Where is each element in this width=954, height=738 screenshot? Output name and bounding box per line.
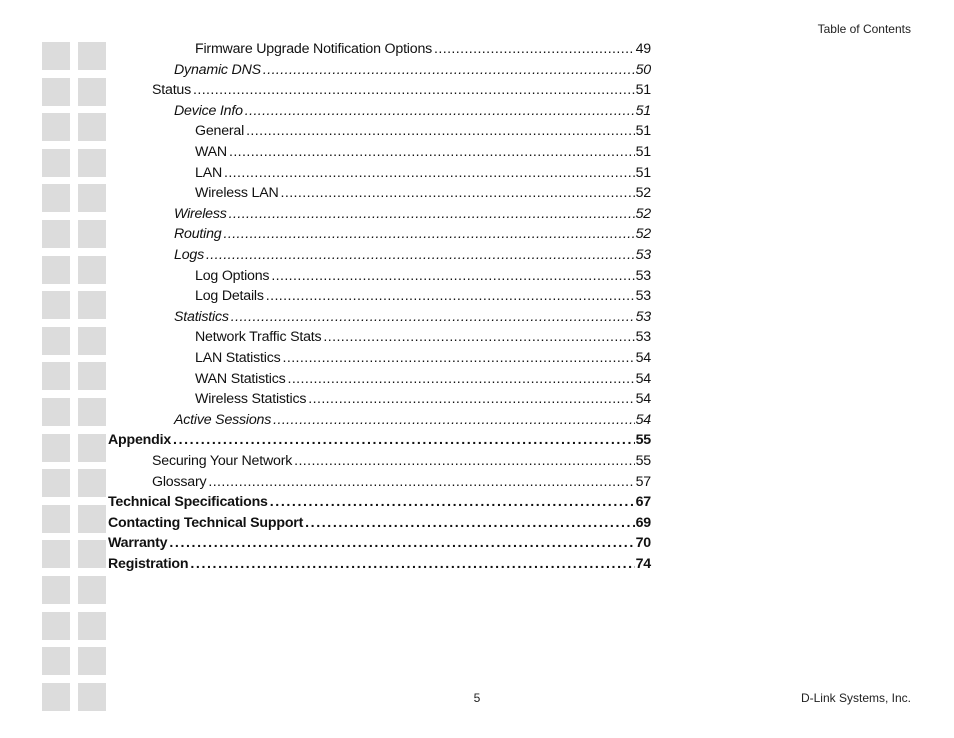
toc-dot-leader: [246, 121, 635, 141]
toc-dot-leader: [323, 327, 634, 347]
decor-square: [42, 612, 70, 640]
toc-entry[interactable]: [195, 183, 651, 203]
toc-entry-label: Routing: [174, 226, 222, 243]
toc-entry-label: Dynamic DNS: [174, 61, 261, 78]
toc-dot-leader: [263, 60, 635, 80]
toc-entry-label: Firmware Upgrade Notification Options: [195, 41, 433, 57]
toc-dot-leader: [273, 410, 634, 430]
toc-entry[interactable]: [195, 389, 651, 409]
toc-entry-label: Log Options: [195, 267, 270, 284]
toc-entry[interactable]: [152, 472, 651, 492]
toc-entry[interactable]: [195, 266, 651, 286]
decor-square: [42, 398, 70, 426]
page-number: 5: [473, 691, 481, 705]
toc-dot-leader: [281, 183, 635, 203]
decor-square: [42, 113, 70, 141]
toc-entry-label: Contacting Technical Support: [108, 514, 304, 531]
decor-square: [42, 42, 70, 70]
toc-entry[interactable]: [195, 348, 651, 368]
toc-entry-label: Wireless Statistics: [195, 391, 307, 408]
toc-entry-label: Registration: [108, 556, 189, 572]
toc-dot-leader: [287, 369, 634, 389]
toc-dot-leader: [173, 430, 635, 450]
decor-square: [42, 220, 70, 248]
toc-entry-page: 74: [635, 556, 651, 572]
toc-entry-page: 51: [635, 123, 651, 140]
toc-entry-label: General: [195, 123, 245, 140]
toc-entry[interactable]: [195, 39, 651, 59]
toc-entry-label: WAN Statistics: [195, 370, 286, 387]
decor-square: [78, 256, 106, 284]
toc-entry-page: 67: [635, 494, 651, 511]
decor-square: [42, 505, 70, 533]
decor-square: [42, 149, 70, 177]
toc-entry-label: WAN: [195, 144, 227, 160]
toc-dot-leader: [271, 266, 634, 286]
toc-entry[interactable]: [195, 121, 651, 141]
toc-entry-page: 53: [635, 267, 651, 284]
toc-entry-page: 51: [635, 144, 651, 160]
toc-entry-label: Glossary: [152, 473, 207, 490]
toc-dot-leader: [224, 224, 635, 244]
decor-square: [78, 78, 106, 106]
toc-entry-label: LAN: [195, 164, 222, 181]
toc-dot-leader: [169, 533, 634, 553]
decor-square: [78, 612, 106, 640]
toc-entry-label: Active Sessions: [174, 411, 272, 428]
toc-entry-page: 52: [635, 185, 651, 202]
toc-entry[interactable]: [108, 533, 651, 553]
toc-dot-leader: [208, 472, 634, 492]
toc-entry-page: 54: [635, 350, 651, 366]
toc-entry-page: 52: [635, 205, 651, 222]
decor-square: [78, 291, 106, 319]
toc-entry-page: 69: [635, 514, 651, 531]
toc-entry-page: 54: [635, 391, 651, 408]
toc-dot-leader: [434, 39, 635, 59]
toc-entry-label: Technical Specifications: [108, 494, 268, 511]
decor-square: [42, 540, 70, 568]
toc-entry[interactable]: [108, 513, 651, 533]
toc-entry[interactable]: [152, 451, 651, 471]
toc-entry-page: 51: [635, 82, 651, 99]
decor-square: [42, 434, 70, 462]
decor-square: [78, 42, 106, 70]
toc-entry-page: 53: [635, 247, 651, 263]
toc-entry-label: Warranty: [108, 535, 168, 552]
toc-dot-leader: [224, 163, 635, 183]
toc-entry-page: 55: [635, 453, 651, 469]
decor-square: [78, 576, 106, 604]
decor-square: [42, 327, 70, 355]
toc-entry[interactable]: [195, 369, 651, 389]
decor-square: [78, 540, 106, 568]
toc-dot-leader: [190, 554, 634, 574]
toc-entry[interactable]: [174, 245, 651, 265]
toc-dot-leader: [245, 101, 635, 121]
toc-entry-page: 51: [635, 164, 651, 181]
toc-entry[interactable]: [195, 163, 651, 183]
toc-entry[interactable]: [195, 327, 651, 347]
toc-dot-leader: [305, 513, 634, 533]
toc-dot-leader: [193, 80, 635, 100]
toc-entry[interactable]: [195, 142, 651, 162]
decor-square: [78, 149, 106, 177]
toc-entry-label: Wireless LAN: [195, 185, 279, 202]
toc-entry-page: 54: [635, 411, 651, 428]
toc-entry-page: 50: [635, 61, 651, 78]
toc-entry[interactable]: [174, 204, 651, 224]
toc-entry-page: 53: [635, 329, 651, 346]
toc-entry[interactable]: [174, 224, 651, 244]
toc-entry-page: 70: [635, 535, 651, 552]
decor-square: [78, 113, 106, 141]
toc-dot-leader: [266, 286, 635, 306]
toc-entry-page: 54: [635, 370, 651, 387]
toc-entry[interactable]: [108, 430, 651, 450]
toc-entry-label: Securing Your Network: [152, 453, 293, 469]
toc-dot-leader: [270, 492, 635, 512]
decor-square: [42, 256, 70, 284]
toc-entry-page: 51: [635, 102, 651, 119]
decor-square: [78, 184, 106, 212]
toc-dot-leader: [231, 307, 635, 327]
toc-entry-label: LAN Statistics: [195, 350, 281, 366]
section-title: Table of Contents: [817, 22, 911, 36]
toc-entry[interactable]: [152, 80, 651, 100]
toc-entry-page: 55: [635, 432, 651, 449]
sidebar-decoration: [42, 42, 108, 718]
toc-entry-page: 57: [635, 473, 651, 490]
toc-entry-label: Network Traffic Stats: [195, 329, 322, 346]
toc-entry-label: Status: [152, 82, 192, 99]
decor-square: [78, 505, 106, 533]
toc-entry[interactable]: [174, 410, 651, 430]
toc-entry-page: 49: [635, 41, 651, 57]
toc-entry[interactable]: [195, 286, 651, 306]
toc-entry-label: Wireless: [174, 205, 227, 222]
toc-entry-label: Log Details: [195, 288, 264, 305]
toc-entry-label: Device Info: [174, 102, 243, 119]
toc-entry[interactable]: [108, 492, 651, 512]
company-name: D-Link Systems, Inc.: [800, 691, 911, 705]
decor-square: [42, 469, 70, 497]
decor-square: [42, 576, 70, 604]
decor-square: [78, 327, 106, 355]
toc-dot-leader: [206, 245, 635, 265]
decor-square: [78, 647, 106, 675]
toc-entry[interactable]: [108, 554, 651, 574]
toc-dot-leader: [283, 348, 635, 368]
decor-square: [78, 398, 106, 426]
toc-dot-leader: [229, 204, 635, 224]
toc-entry-label: Logs: [174, 247, 204, 263]
toc-entry[interactable]: [174, 101, 651, 121]
toc-entry[interactable]: [174, 307, 651, 327]
toc-entry-page: 52: [635, 226, 651, 243]
toc-dot-leader: [229, 142, 635, 162]
decor-square: [78, 362, 106, 390]
decor-square: [42, 647, 70, 675]
toc-entry-page: 53: [635, 308, 651, 325]
decor-square: [78, 220, 106, 248]
toc-dot-leader: [308, 389, 634, 409]
toc-dot-leader: [294, 451, 634, 471]
decor-square: [42, 184, 70, 212]
decor-square: [42, 362, 70, 390]
toc-entry-page: 53: [635, 288, 651, 305]
decor-square: [42, 291, 70, 319]
toc-entry[interactable]: [174, 60, 651, 80]
toc-entry-label: Appendix: [108, 432, 172, 449]
decor-square: [42, 78, 70, 106]
decor-square: [78, 469, 106, 497]
toc-entry-label: Statistics: [174, 308, 229, 325]
decor-square: [78, 434, 106, 462]
